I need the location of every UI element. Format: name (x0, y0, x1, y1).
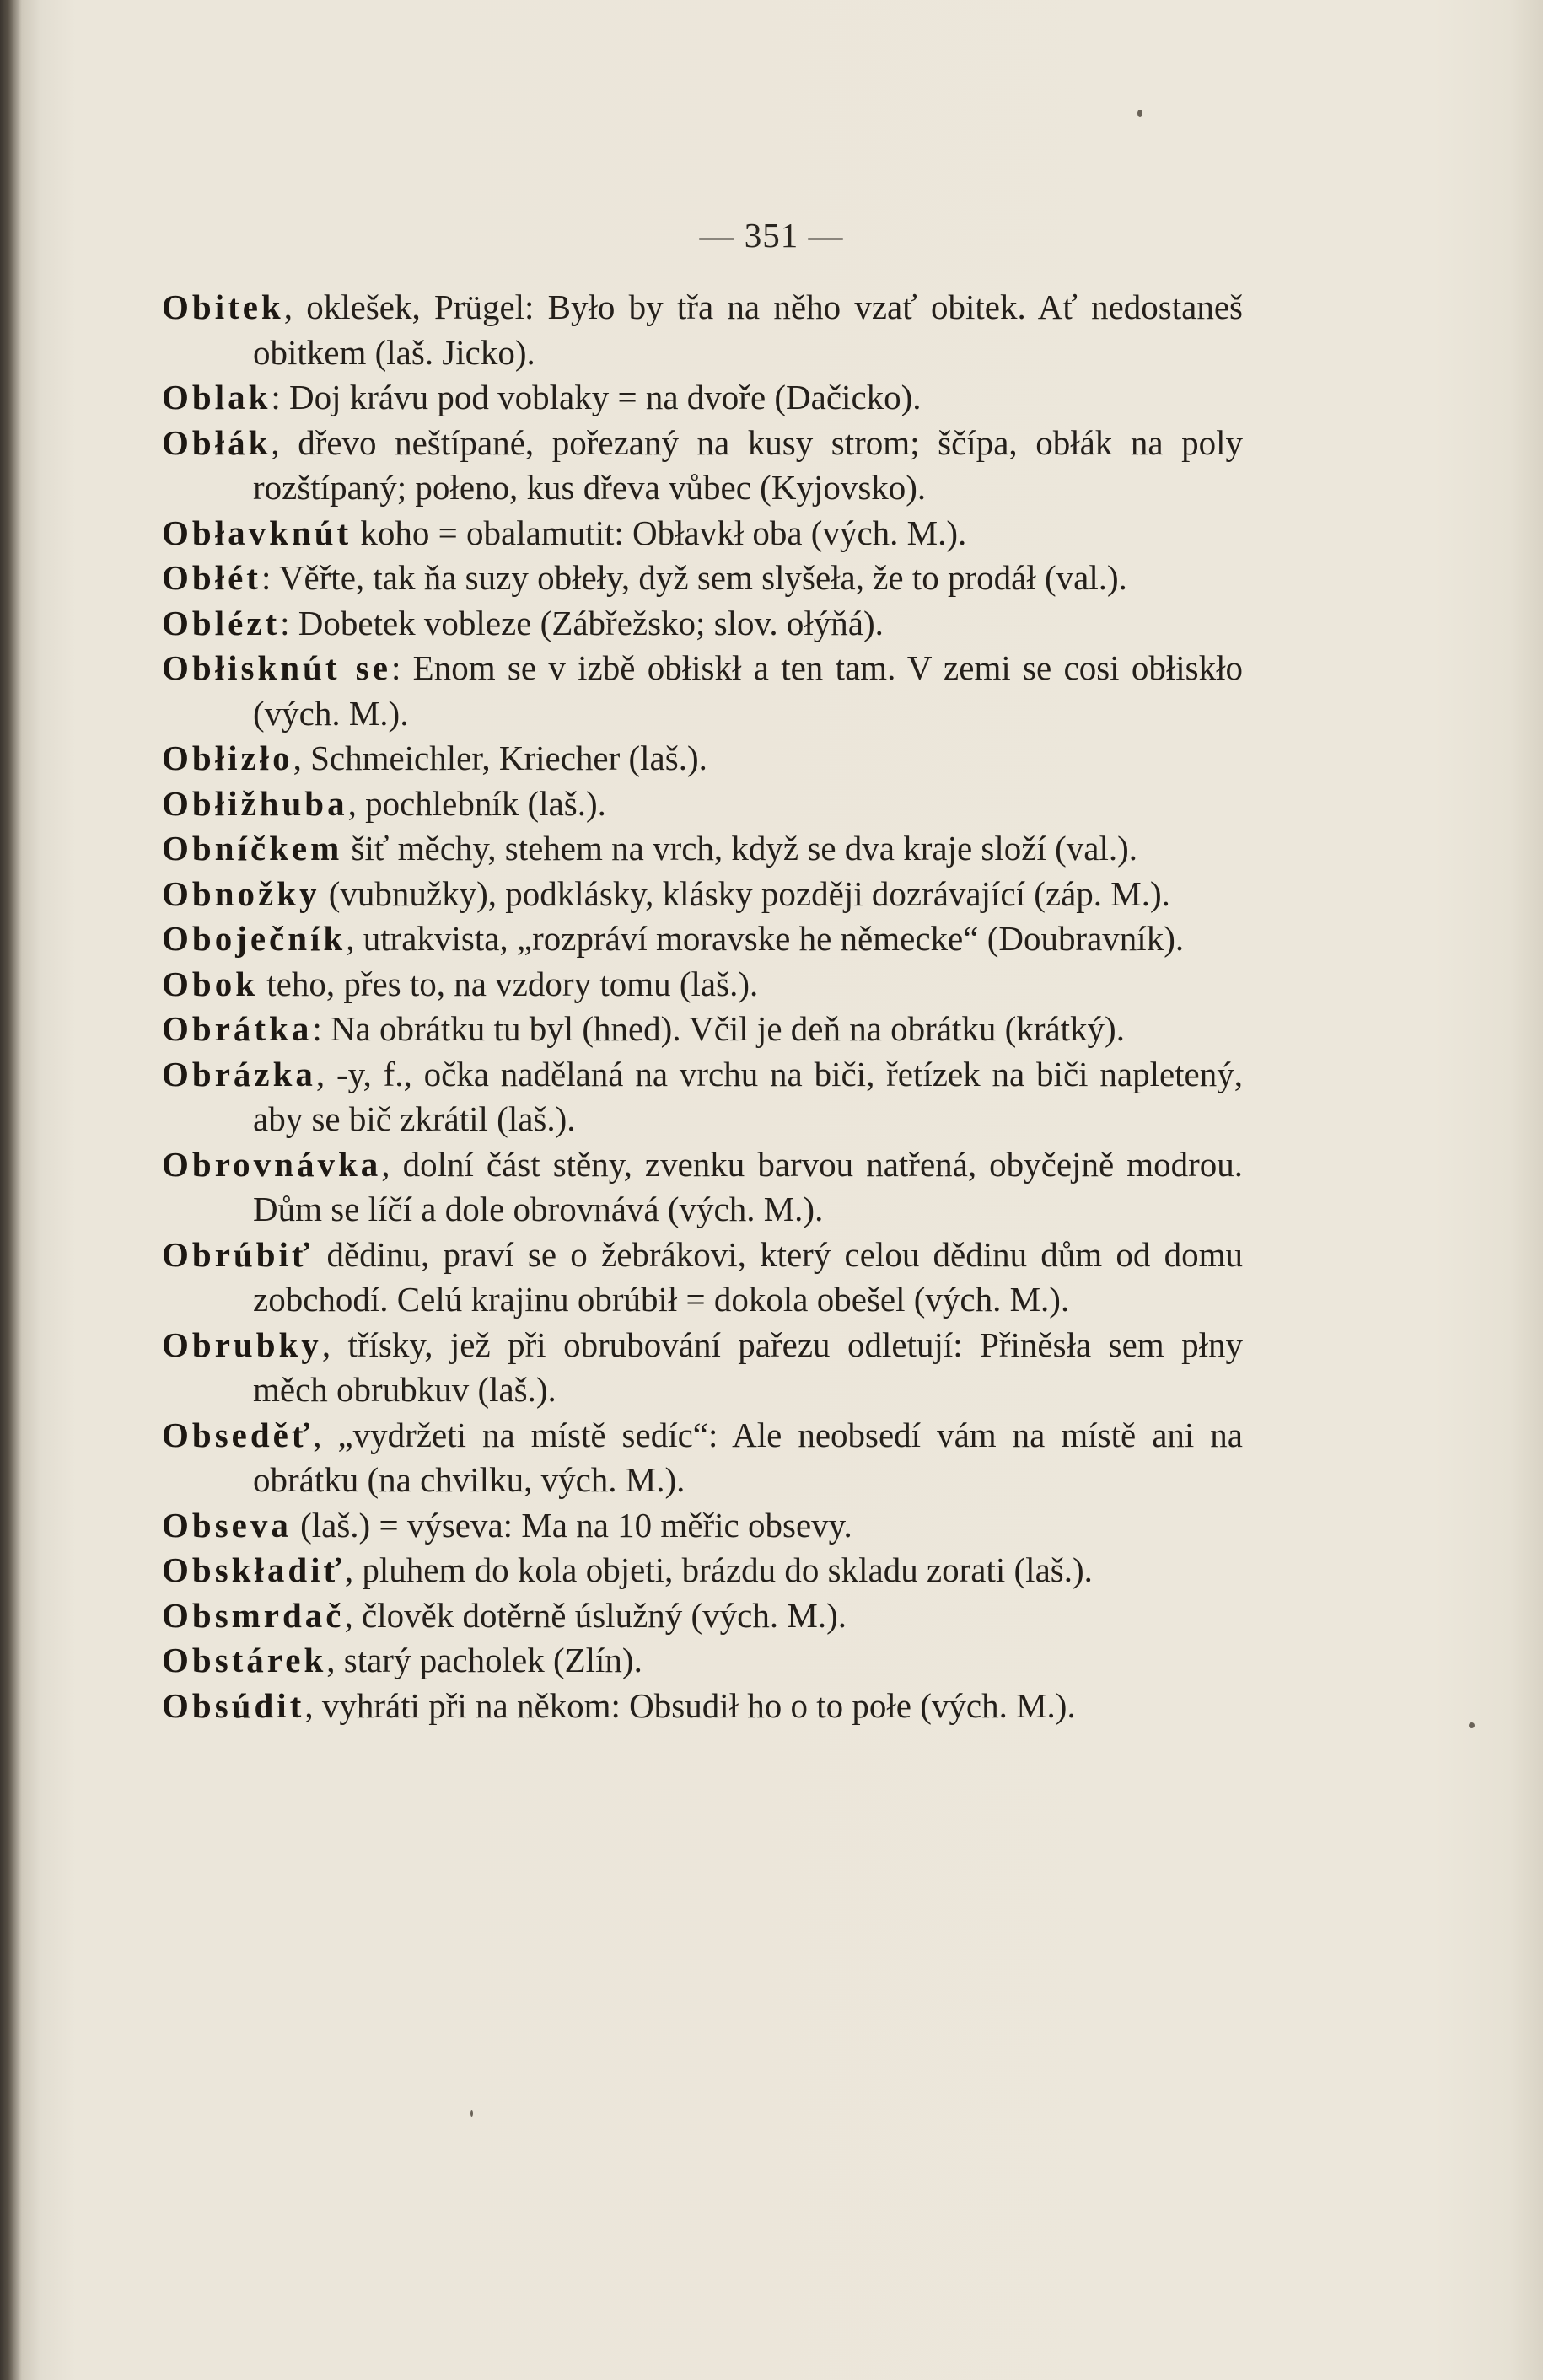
entry-headword: Obníčkem (162, 829, 343, 868)
entry-text: , pluhem do kola objeti, brázdu do skladu zorati (laš.). (344, 1550, 1093, 1589)
entry-headword: Obłisknút se (162, 648, 391, 687)
entry-headword: Obsmrdač (162, 1595, 345, 1635)
entry-text: teho, přes to, na vzdory tomu (laš.). (258, 964, 759, 1003)
dictionary-entry (162, 782, 1243, 827)
dictionary-entry (162, 556, 1243, 601)
entry-text: , Schmeichler, Kriecher (laš.). (293, 739, 707, 777)
dictionary-entry (162, 1503, 1243, 1549)
page-number: — 351 — (699, 216, 844, 255)
entry-headword: Obrátka (162, 1009, 313, 1048)
entry-text: : Dobetek vobleze (Zábřežsko; slov. ołýňá). (280, 603, 884, 642)
entry-headword: Obłét (162, 558, 261, 597)
entry-headword: Obłižhuba (162, 783, 348, 823)
entry-text: , dolní část stěny, zvenku barvou natřená, obyčejně modrou. Dům se líčí a dole obrovnává (vých. M.). (253, 1144, 1243, 1228)
dictionary-entry (162, 1007, 1243, 1052)
entry-headword: Obseva (162, 1505, 292, 1545)
entry-headword: Obrubky (162, 1324, 322, 1364)
paper-speck (470, 2110, 473, 2117)
dictionary-entry (162, 511, 1243, 556)
dictionary-entry (162, 736, 1243, 782)
entry-headword: Obnožky (162, 873, 320, 913)
dictionary-entry (162, 1593, 1243, 1639)
entry-text: , starý pacholek (Zlín). (326, 1641, 642, 1679)
entry-text: , dřevo neštípané, pořezaný na kusy strom; ščípa, obłák na poly rozštípaný; połeno, kus dřeva vůbec (Kyjovsko). (253, 422, 1243, 507)
entry-headword: Obsúdit (162, 1685, 305, 1725)
dictionary-entry (162, 916, 1243, 962)
paper-speck (1469, 1722, 1475, 1728)
entry-headword: Oblak (162, 378, 272, 416)
entry-text: koho = obalamutit: Obłavkł oba (vých. M.). (352, 513, 967, 552)
entry-headword: Obłák (162, 422, 272, 462)
dictionary-entry (162, 285, 1243, 375)
entry-text: , pochlebník (laš.). (347, 783, 606, 823)
entry-text: , člověk dotěrně úslužný (vých. M.). (344, 1595, 847, 1635)
entry-text: šiť měchy, stehem na vrch, když se dva kraje složí (val.). (342, 829, 1137, 868)
dictionary-entries (162, 285, 1243, 1728)
dictionary-entry (162, 421, 1243, 511)
dictionary-entry (162, 1052, 1243, 1142)
entry-headword: Obstárek (162, 1641, 327, 1679)
entry-text: (vubnužky), podklásky, klásky později dozrávající (záp. M.). (320, 873, 1170, 913)
entry-text: , třísky, jež při obrubování pařezu odletují: Přiněsła sem płny měch obrubkuv (laš.). (253, 1324, 1243, 1409)
entry-text: , vyhráti při na někom: Obsudił ho o to połe (vých. M.). (304, 1685, 1076, 1725)
entry-text: : Na obrátku tu byl (hned). Včil je deň na obrátku (krátký). (312, 1009, 1125, 1048)
entry-headword: Obseděť (162, 1415, 314, 1454)
entry-headword: Obitek (162, 287, 284, 326)
entry-headword: Obskładiť (162, 1550, 345, 1589)
dictionary-entry (162, 1638, 1243, 1684)
entry-headword: Obłavknút (162, 513, 352, 552)
entry-text: : Věřte, tak ňa suzy obłeły, dyž sem slyšeła, že to prodáł (val.). (261, 558, 1127, 597)
dictionary-entry (162, 1548, 1243, 1593)
dictionary-entry (162, 1323, 1243, 1413)
entry-text: , -y, f., očka nadělaná na vrchu na biči, řetízek na biči napletený, aby se bič zkrátil (laš.). (253, 1054, 1243, 1138)
entry-headword: Oblézt (162, 603, 281, 642)
dictionary-entry (162, 646, 1243, 736)
dictionary-entry (162, 375, 1243, 421)
entry-headword: Obok (162, 964, 258, 1003)
entry-headword: Obłizło (162, 739, 293, 777)
entry-text: , oklešek, Prügel: Było by třa na něho vzať obitek. Ať nedostaneš obitkem (laš. Jicko). (253, 287, 1243, 372)
dictionary-entry (162, 1684, 1243, 1729)
entry-text: (laš.) = výseva: Ma na 10 měřic obsevy. (291, 1505, 852, 1545)
dictionary-entry (162, 1233, 1243, 1323)
dictionary-entry (162, 1142, 1243, 1233)
entry-text: : Doj krávu pod voblaky = na dvoře (Dačicko). (271, 378, 922, 416)
entry-headword: Oboječník (162, 919, 347, 958)
dictionary-entry (162, 872, 1243, 917)
entry-text: : Enom se v izbě obłiskł a ten tam. V zemi se cosi obłiskło (vých. M.). (253, 648, 1243, 733)
entry-text: , utrakvista, „rozpráví moravske he německe“ (Doubravník). (346, 919, 1185, 958)
entry-headword: Obrúbiť (162, 1234, 314, 1274)
dictionary-entry (162, 826, 1243, 872)
dictionary-entry (162, 1413, 1243, 1503)
dictionary-entry (162, 601, 1243, 647)
entry-text: dědinu, praví se o žebrákovi, který celou dědinu dům od domu zobchodí. Celú krajinu obrúbił = dokola obešel (vých. M.). (253, 1234, 1243, 1319)
entry-headword: Obrovnávka (162, 1144, 382, 1184)
entry-text: , „vydržeti na místě sedíc“: Ale neobsedí vám na místě ani na obrátku (na chvilku, vých. M.). (253, 1415, 1243, 1499)
dictionary-entry (162, 962, 1243, 1007)
paper-speck (1137, 110, 1142, 117)
entry-headword: Obrázka (162, 1054, 316, 1093)
